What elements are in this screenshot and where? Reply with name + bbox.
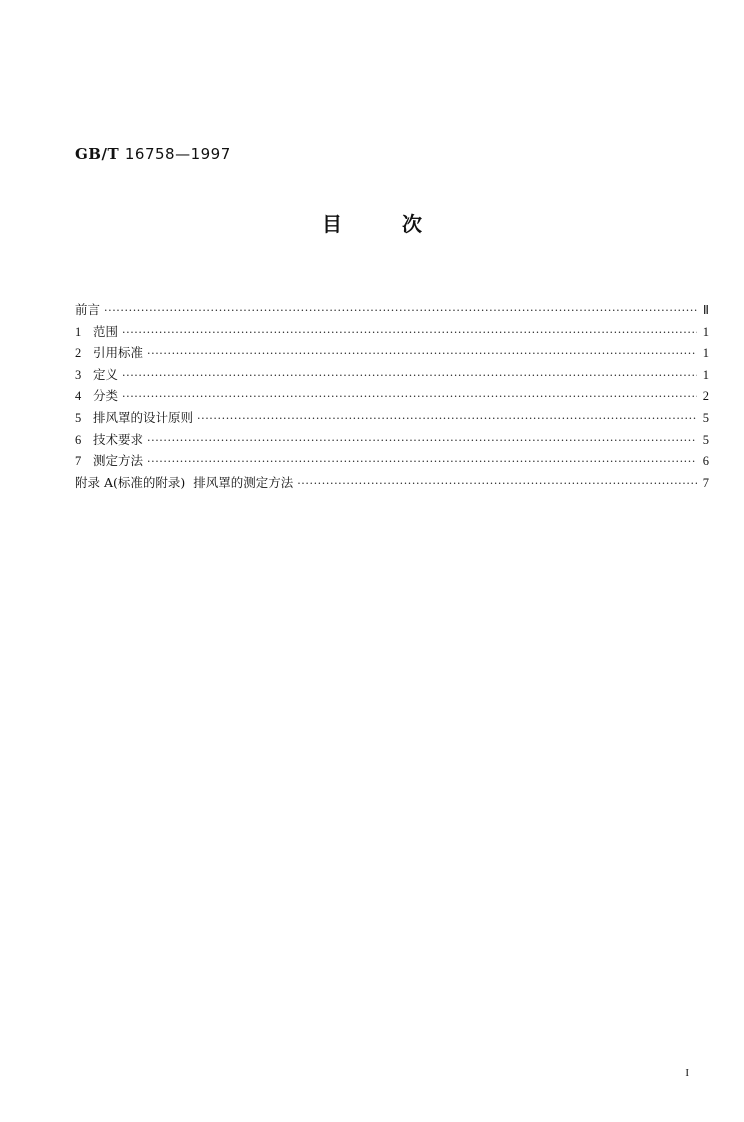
title-char-2: 次 — [402, 212, 422, 236]
toc-entry-appendix-a[interactable] — [75, 473, 709, 495]
toc-entry-number: 2 — [75, 346, 82, 361]
toc-entry-number: 1 — [75, 324, 82, 339]
toc-entry-4[interactable] — [75, 386, 709, 408]
toc-leader-dots — [147, 347, 697, 360]
toc-leader-dots — [122, 326, 697, 339]
toc-entry-page: 1 — [702, 367, 709, 382]
toc-entry-2[interactable] — [75, 343, 709, 365]
toc-entry-3[interactable] — [75, 365, 709, 387]
page-number: I — [685, 1067, 689, 1079]
toc-leader-dots — [297, 477, 697, 490]
toc-entry-label: 分类 — [93, 388, 119, 404]
toc-entry-page: 1 — [702, 324, 709, 339]
toc-entry-page: Ⅱ — [702, 303, 709, 317]
toc-entry-number: 6 — [75, 432, 82, 447]
toc-entry-label: 技术要求 — [93, 431, 144, 447]
standard-number: 16758—1997 — [124, 145, 231, 163]
toc-entry-page: 1 — [702, 346, 709, 361]
toc-entry-page: 5 — [702, 432, 709, 447]
toc-entry-page: 6 — [702, 454, 709, 469]
toc-entry-number: 3 — [75, 367, 82, 382]
toc-leader-dots — [122, 369, 697, 382]
toc-entry-label: 范围 — [93, 323, 119, 339]
toc-leader-dots — [122, 390, 697, 403]
standard-prefix: GB/T — [75, 145, 120, 163]
toc-leader-dots — [147, 434, 697, 447]
toc-leader-dots — [147, 455, 697, 468]
toc-entry-label: 引用标准 — [93, 345, 144, 361]
title-char-1: 目 — [322, 212, 342, 236]
page-title — [0, 208, 744, 237]
toc-entry-label: 附录 A(标准的附录) 排风罩的测定方法 — [75, 474, 294, 490]
toc-leader-dots — [197, 412, 697, 425]
toc-entry-1[interactable] — [75, 322, 709, 344]
toc-entry-number: 7 — [75, 454, 82, 469]
toc-entry-label: 前言 — [75, 302, 101, 317]
toc-entry-number: 5 — [75, 410, 82, 425]
toc-entry-6[interactable] — [75, 430, 709, 452]
toc-entry-foreword[interactable] — [75, 300, 709, 322]
table-of-contents — [75, 300, 709, 494]
toc-entry-label: 定义 — [93, 366, 119, 382]
toc-entry-page: 7 — [702, 475, 709, 490]
toc-entry-7[interactable] — [75, 451, 709, 473]
standard-code — [75, 145, 231, 163]
toc-entry-label: 排风罩的设计原则 — [93, 409, 194, 425]
toc-entry-5[interactable] — [75, 408, 709, 430]
toc-entry-number: 4 — [75, 389, 82, 404]
toc-entry-label: 测定方法 — [93, 453, 144, 469]
toc-entry-page: 2 — [702, 389, 709, 404]
toc-entry-page: 5 — [702, 410, 709, 425]
toc-leader-dots — [104, 304, 697, 317]
